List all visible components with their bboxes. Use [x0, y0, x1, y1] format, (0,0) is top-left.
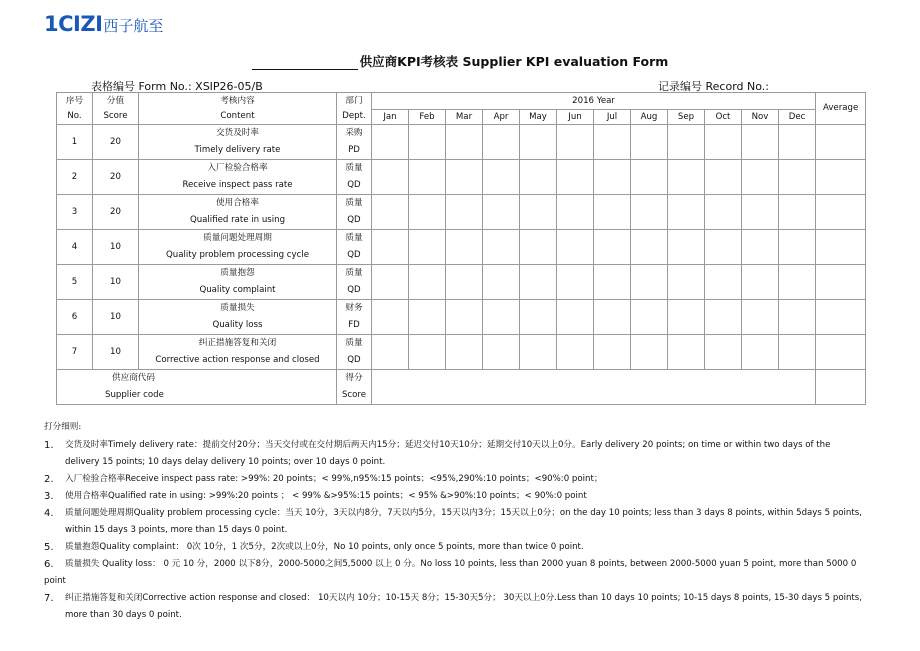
row-content	[139, 195, 337, 230]
month-score-cell[interactable]	[631, 195, 668, 230]
row-dept	[337, 230, 372, 265]
row-dept	[337, 300, 372, 335]
supplier-row	[57, 370, 866, 405]
kpi-row	[57, 195, 866, 230]
row-score: 20	[93, 195, 139, 230]
scoring-rule	[44, 488, 874, 505]
month-score-cell[interactable]	[705, 195, 742, 230]
header-score-en: Score	[93, 110, 139, 125]
row-content	[139, 230, 337, 265]
month-score-cell[interactable]	[557, 300, 594, 335]
logo-chinese-name: 西子航至	[103, 17, 164, 35]
month-score-cell[interactable]	[594, 265, 631, 300]
scoring-rule	[44, 471, 874, 488]
row-content	[139, 125, 337, 160]
month-score-cell[interactable]	[742, 335, 779, 370]
rule-text-line: point	[44, 576, 66, 586]
month-score-cell[interactable]	[446, 335, 483, 370]
month-score-cell[interactable]	[742, 125, 779, 160]
rule-text-line: 质量抱怨Quality complaint： 0次 10分，1 次5分，2次或以上0分，No 10 points, only once 5 points, more than twice 0 point.	[65, 542, 584, 552]
month-score-cell[interactable]	[742, 230, 779, 265]
header-no-cn: 序号	[57, 93, 93, 110]
row-dept-en: QD	[347, 285, 361, 295]
average-cell[interactable]	[816, 335, 866, 370]
month-score-cell[interactable]	[742, 160, 779, 195]
month-score-cell[interactable]	[594, 125, 631, 160]
month-score-cell[interactable]	[779, 160, 816, 195]
month-header: Dec	[779, 110, 816, 125]
rule-text-line: 交货及时率Timely delivery rate：提前交付20分；当天交付或在交付期后两天内15分；延迟交付10天10分；延期交付10天以上0分。Early delivery 20 points; on time or within two days of the	[65, 440, 831, 450]
row-dept-en: PD	[348, 145, 360, 155]
scoring-rule	[44, 505, 874, 539]
row-dept-cn: 质量	[345, 338, 363, 348]
supplier-code-en: Supplier code	[105, 390, 164, 400]
month-score-cell[interactable]	[557, 265, 594, 300]
month-score-cell[interactable]	[446, 300, 483, 335]
header-content-en: Content	[139, 110, 337, 125]
rule-text-line: within 15 days 3 points, more than 15 days 0 point.	[65, 525, 288, 535]
month-score-cell[interactable]	[631, 335, 668, 370]
scoring-rules-list	[44, 437, 874, 624]
row-number: 1	[57, 125, 93, 160]
header-score-cn: 分值	[93, 93, 139, 110]
month-score-cell[interactable]	[705, 160, 742, 195]
row-content-en: Corrective action response and closed	[155, 355, 320, 365]
month-score-cell[interactable]	[742, 195, 779, 230]
row-content-en: Quality loss	[212, 320, 263, 330]
month-score-cell[interactable]	[446, 195, 483, 230]
average-cell[interactable]	[816, 125, 866, 160]
form-number: 表格编号 Form No.: XSIP26-05/B	[91, 80, 263, 93]
month-score-cell[interactable]	[705, 125, 742, 160]
month-header: May	[520, 110, 557, 125]
row-score: 10	[93, 300, 139, 335]
header-row-bottom	[57, 110, 866, 125]
kpi-row	[57, 300, 866, 335]
month-score-cell[interactable]	[594, 160, 631, 195]
month-score-cell[interactable]	[520, 125, 557, 160]
row-dept	[337, 160, 372, 195]
month-score-cell[interactable]	[409, 300, 446, 335]
supplier-code-cn: 供应商代码	[112, 373, 155, 383]
month-score-cell[interactable]	[557, 160, 594, 195]
month-score-cell[interactable]	[779, 230, 816, 265]
month-score-cell[interactable]	[668, 125, 705, 160]
month-score-cell[interactable]	[372, 300, 409, 335]
title-blank-line	[252, 57, 358, 70]
month-score-cell[interactable]	[779, 335, 816, 370]
scoring-rules	[44, 419, 874, 624]
month-score-cell[interactable]	[409, 230, 446, 265]
form-title	[0, 52, 920, 70]
month-score-cell[interactable]	[668, 265, 705, 300]
row-number: 3	[57, 195, 93, 230]
row-content-cn: 质量抱怨	[220, 268, 255, 278]
row-score: 20	[93, 160, 139, 195]
month-score-cell[interactable]	[705, 335, 742, 370]
month-score-cell[interactable]	[483, 300, 520, 335]
rule-text-line: 入厂检验合格率Receive inspect pass rate: >99%: 20 points；< 99%,n95%:15 points；<95%,290%:10 points；<90%:0 point；	[65, 474, 603, 484]
month-score-cell[interactable]	[631, 300, 668, 335]
row-content-en: Qualified rate in using	[189, 215, 286, 225]
month-score-cell[interactable]	[557, 230, 594, 265]
month-score-cell[interactable]	[594, 230, 631, 265]
row-dept-cn: 质量	[345, 198, 363, 208]
row-content-en: Quality problem processing cycle	[166, 250, 309, 260]
row-dept-cn: 财务	[345, 303, 363, 313]
row-content-cn: 交货及时率	[216, 128, 259, 138]
score-average-cell[interactable]	[816, 370, 866, 405]
header-average: Average	[816, 93, 866, 125]
kpi-table-body	[57, 125, 866, 370]
month-score-cell[interactable]	[668, 195, 705, 230]
rule-text-line: 质量问题处理周期Quality problem processing cycle：当天 10分，3天以内8分，7天以内5分，15天以内3分；15天以上0分；on the day 10 points; less than 3 days 8 points, within 5days 5 points,	[65, 508, 862, 518]
row-dept-cn: 质量	[345, 268, 363, 278]
month-score-cell[interactable]	[594, 195, 631, 230]
kpi-row	[57, 335, 866, 370]
rule-number: 6.	[44, 559, 54, 570]
score-label-cn: 得分	[345, 373, 363, 383]
month-score-cell[interactable]	[631, 230, 668, 265]
month-score-cell[interactable]	[742, 300, 779, 335]
row-number: 5	[57, 265, 93, 300]
row-content-en: Quality complaint	[199, 285, 276, 295]
row-dept-en: FD	[348, 320, 360, 330]
month-score-cell[interactable]	[631, 125, 668, 160]
average-cell[interactable]	[816, 195, 866, 230]
rule-number: 2.	[44, 474, 54, 485]
row-number: 6	[57, 300, 93, 335]
row-content-cn: 质量损失	[220, 303, 255, 313]
kpi-row	[57, 265, 866, 300]
row-content-en: Timely delivery rate	[194, 145, 281, 155]
header-dept-cn: 部门	[337, 93, 372, 110]
month-score-cell[interactable]	[372, 335, 409, 370]
rule-text-line: 纠正措施答复和关闭Corrective action response and closed： 10天以内 10分；10-15天 8分；15-30天5分； 30天以上0分.Less than 10 days 10 points; 10-15 days 8 points, 15-30 days 5 points,	[65, 593, 863, 603]
month-score-cell[interactable]	[372, 160, 409, 195]
average-cell[interactable]	[816, 160, 866, 195]
row-dept-en: QD	[347, 180, 361, 190]
scoring-rule	[44, 590, 874, 624]
month-score-cell[interactable]	[446, 160, 483, 195]
row-content-cn: 纠正措施答复和关闭	[198, 338, 277, 348]
month-score-cell[interactable]	[372, 195, 409, 230]
rule-number: 3.	[44, 491, 54, 502]
month-score-cell[interactable]	[631, 265, 668, 300]
month-score-cell[interactable]	[409, 160, 446, 195]
rule-number: 7.	[44, 593, 54, 604]
month-score-cell[interactable]	[742, 265, 779, 300]
row-content	[139, 160, 337, 195]
month-score-cell[interactable]	[594, 300, 631, 335]
row-dept	[337, 125, 372, 160]
row-number: 2	[57, 160, 93, 195]
average-cell[interactable]	[816, 230, 866, 265]
scoring-rule	[44, 437, 874, 471]
month-score-cell[interactable]	[668, 160, 705, 195]
month-score-cell[interactable]	[483, 335, 520, 370]
row-score: 20	[93, 125, 139, 160]
month-score-cell[interactable]	[520, 160, 557, 195]
month-score-cell[interactable]	[779, 265, 816, 300]
rule-number: 4.	[44, 508, 54, 519]
kpi-row	[57, 125, 866, 160]
month-score-cell[interactable]	[779, 195, 816, 230]
row-dept-cn: 质量	[345, 233, 363, 243]
record-number: 记录编号 Record No.:	[658, 80, 769, 93]
month-header: Apr	[483, 110, 520, 125]
supplier-code-cell	[57, 370, 337, 405]
month-score-cell[interactable]	[483, 125, 520, 160]
scoring-rules-title: 打分细则:	[44, 422, 82, 432]
company-logo	[44, 12, 163, 42]
row-dept-en: QD	[347, 355, 361, 365]
row-number: 4	[57, 230, 93, 265]
row-number: 7	[57, 335, 93, 370]
month-score-cell[interactable]	[520, 335, 557, 370]
average-cell[interactable]	[816, 265, 866, 300]
month-score-cell[interactable]	[668, 230, 705, 265]
kpi-row	[57, 230, 866, 265]
month-score-cell[interactable]	[483, 195, 520, 230]
month-score-cell[interactable]	[409, 265, 446, 300]
month-score-cell[interactable]	[483, 230, 520, 265]
month-score-cell[interactable]	[668, 300, 705, 335]
score-value-cell[interactable]	[372, 370, 816, 405]
rule-text-line: more than 30 days 0 point.	[65, 610, 182, 620]
month-header: Jan	[372, 110, 409, 125]
row-content	[139, 265, 337, 300]
row-score: 10	[93, 335, 139, 370]
month-score-cell[interactable]	[668, 335, 705, 370]
month-score-cell[interactable]	[483, 265, 520, 300]
month-header: Oct	[705, 110, 742, 125]
month-header: Jun	[557, 110, 594, 125]
month-score-cell[interactable]	[557, 125, 594, 160]
header-year: 2016 Year	[372, 93, 816, 110]
scoring-rule	[44, 539, 874, 556]
month-score-cell[interactable]	[409, 195, 446, 230]
scoring-rule	[44, 556, 874, 590]
month-score-cell[interactable]	[779, 300, 816, 335]
month-score-cell[interactable]	[446, 230, 483, 265]
row-content-cn: 使用合格率	[216, 198, 259, 208]
month-score-cell[interactable]	[520, 230, 557, 265]
month-score-cell[interactable]	[594, 335, 631, 370]
row-content	[139, 300, 337, 335]
month-score-cell[interactable]	[705, 265, 742, 300]
row-dept	[337, 335, 372, 370]
header-no-en: No.	[57, 110, 93, 125]
rule-number: 5.	[44, 542, 54, 553]
rule-number: 1.	[44, 440, 54, 451]
rule-text-line: 使用合格率Qualified rate in using: >99%:20 points ； < 99% &>95%:15 points；< 95% &>90%:10 points；< 90%:0 point	[65, 491, 587, 501]
row-content-cn: 质量问题处理周期	[203, 233, 272, 243]
row-dept-en: QD	[347, 250, 361, 260]
row-content	[139, 335, 337, 370]
month-score-cell[interactable]	[779, 125, 816, 160]
month-header: Jul	[594, 110, 631, 125]
row-content-en: Receive inspect pass rate	[182, 180, 293, 190]
month-score-cell[interactable]	[520, 195, 557, 230]
month-header: Mar	[446, 110, 483, 125]
month-score-cell[interactable]	[372, 265, 409, 300]
average-cell[interactable]	[816, 300, 866, 335]
month-header: Feb	[409, 110, 446, 125]
month-score-cell[interactable]	[409, 335, 446, 370]
kpi-table	[56, 92, 866, 405]
row-score: 10	[93, 265, 139, 300]
form-title-text: 供应商KPI考核表 Supplier KPI evaluation Form	[359, 54, 669, 69]
month-score-cell[interactable]	[705, 230, 742, 265]
month-score-cell[interactable]	[446, 265, 483, 300]
kpi-row	[57, 160, 866, 195]
month-score-cell[interactable]	[557, 335, 594, 370]
logo-mark: 1CIZI	[44, 12, 103, 36]
month-score-cell[interactable]	[520, 300, 557, 335]
row-dept	[337, 265, 372, 300]
month-header: Nov	[742, 110, 779, 125]
month-header: Aug	[631, 110, 668, 125]
month-score-cell[interactable]	[483, 160, 520, 195]
row-dept-cn: 采购	[345, 128, 363, 138]
rule-text-line: delivery 15 points; 10 days delay delivery 10 points; over 10 days 0 point.	[65, 457, 386, 467]
month-header: Sep	[668, 110, 705, 125]
month-score-cell[interactable]	[631, 160, 668, 195]
header-content-cn: 考核内容	[139, 93, 337, 110]
header-row-top	[57, 93, 866, 110]
row-score: 10	[93, 230, 139, 265]
row-content-cn: 入厂检验合格率	[207, 163, 268, 173]
month-score-cell[interactable]	[409, 125, 446, 160]
month-score-cell[interactable]	[557, 195, 594, 230]
header-dept-en: Dept.	[337, 110, 372, 125]
rule-text-line: 质量损失 Quality loss： 0 元 10 分，2000 以下8分，2000-5000之间5,5000 以上 0 分。No loss 10 points, less than 2000 yuan 8 points, between 2000-5000 yuan 5 point, more than 5000 0	[65, 559, 857, 569]
month-score-cell[interactable]	[705, 300, 742, 335]
month-score-cell[interactable]	[372, 230, 409, 265]
score-label-cell	[337, 370, 372, 405]
row-dept	[337, 195, 372, 230]
month-score-cell[interactable]	[372, 125, 409, 160]
row-dept-en: QD	[347, 215, 361, 225]
month-score-cell[interactable]	[520, 265, 557, 300]
row-dept-cn: 质量	[345, 163, 363, 173]
month-score-cell[interactable]	[446, 125, 483, 160]
score-label-en: Score	[341, 390, 367, 400]
